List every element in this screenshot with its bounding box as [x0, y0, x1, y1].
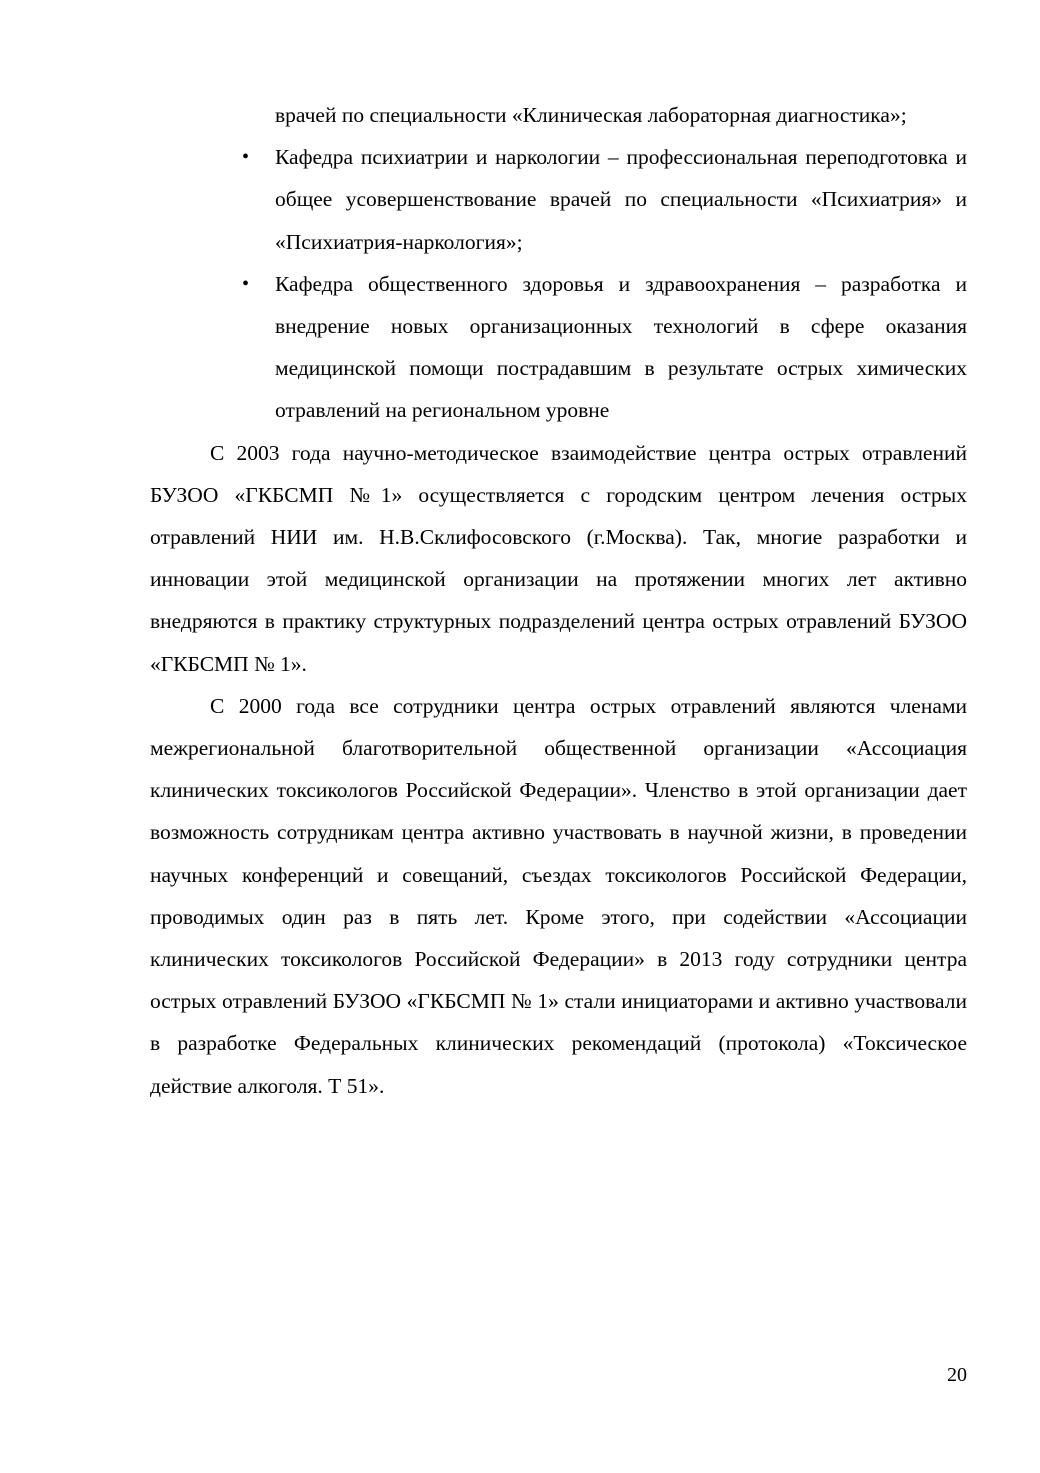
list-item-text: Кафедра общественного здоровья и здравоохранения – разработка и внедрение новых организационных технологий в сфере оказания медицинской помощи пострадавшим в результате острых химических отравлений на региональном уровне	[275, 271, 967, 423]
paragraph-2003-cooperation: С 2003 года научно-методическое взаимодействие центра острых отравлений БУЗОО «ГКБСМП №1» осуществляется с городским центром лечения острых отравлений НИИ им. Н.В.Склифосовского (г.Москва). Так, многие разработки и инновации этой медицинской организации на протяжении многих лет активно внедряются в практику структурных подразделений центра острых отравлений БУЗОО «ГКБСМП № 1».	[150, 440, 967, 676]
list-item-text: врачей по специальности «Клиническая лабораторная диагностика»;	[275, 103, 907, 127]
list-item-text: Кафедра психиатрии и наркологии – профессиональная переподготовка и общее усовершенствование врачей по специальности «Психиатрия» и «Психиатрия-наркология»;	[275, 145, 967, 254]
paragraph-2000-association: С 2000 года все сотрудники центра острых отравлений являются членами межрегиональной благотворительной общественной организации «Ассоциация клинических токсикологов Российской Федерации». Членство в этой организации дает возможность сотрудникам центра активно участвовать в научной жизни, в проведении научных конференций и совещаний, съездах токсикологов Российской Федерации, проводимых один раз в пять лет. Кроме этого, при содействии «Ассоциации клинических токсикологов Российской Федерации» в 2013 году сотрудники центра острых отравлений БУЗОО «ГКБСМП № 1» стали инициаторами и активно участвовали в разработке Федеральных клинических рекомендаций (протокола) «Токсическое действие алкоголя. Т 51».	[150, 693, 967, 1098]
list-item-psychiatry-department	[150, 136, 967, 263]
bullet-icon: •	[242, 272, 250, 295]
bullet-icon: •	[242, 146, 250, 169]
list-item-public-health-department	[150, 263, 967, 432]
list-item-continuation	[150, 94, 967, 136]
page-number: 20	[947, 1364, 967, 1386]
page-content	[150, 94, 967, 1107]
